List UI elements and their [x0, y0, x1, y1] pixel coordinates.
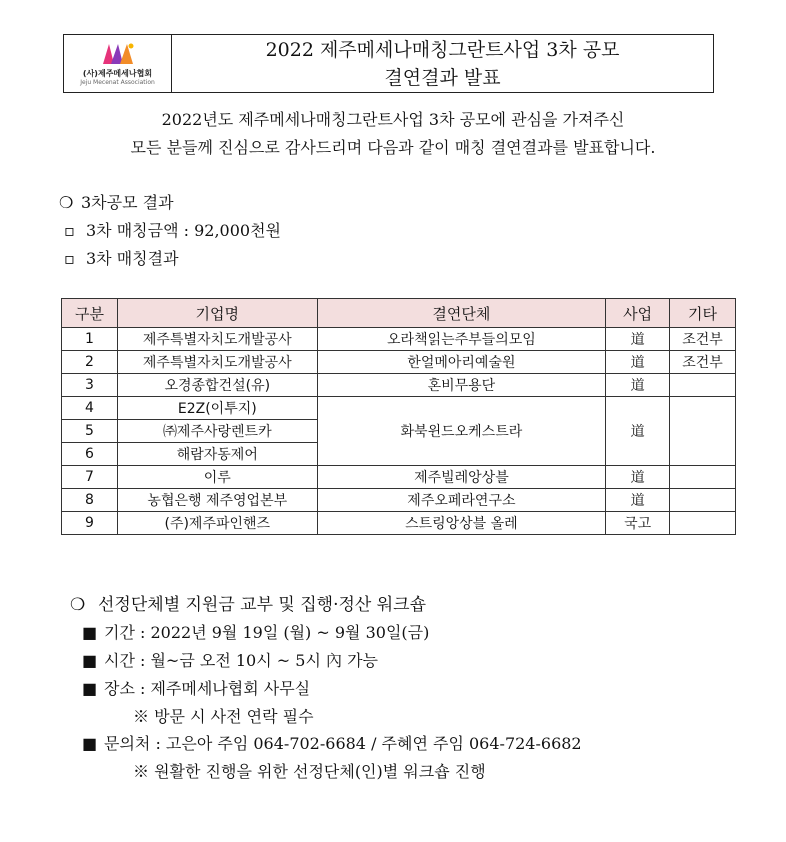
time-line: [82, 648, 378, 671]
table-header-row: [62, 299, 736, 328]
results-label-line: [64, 246, 179, 269]
cell-company: 해람자동제어: [117, 443, 317, 466]
table-row: [62, 512, 736, 535]
amount-line: [64, 218, 281, 241]
cell-no: 2: [62, 351, 118, 374]
contact-note: ※ 원활한 진행을 위한 선정단체(인)별 워크숍 진행: [133, 762, 486, 781]
cell-etc: [670, 512, 736, 535]
header-company: 기업명: [117, 299, 317, 328]
cell-business: 道: [606, 466, 670, 489]
black-square-bullet-icon: ■: [82, 679, 98, 698]
intro-line-1: 2022년도 제주메세나매칭그란트사업 3차 공모에 관심을 가져주신: [161, 110, 625, 129]
header-organization: 결연단체: [317, 299, 606, 328]
logo: [64, 35, 172, 92]
cell-etc: [670, 466, 736, 489]
cell-company: E2Z(이투지): [117, 397, 317, 420]
logo-name: (사)제주메세나협회: [82, 68, 153, 78]
page-title: 2022 제주메세나매칭그란트사업 3차 공모: [265, 38, 620, 61]
cell-no: 3: [62, 374, 118, 397]
logo-subtitle: Jeju Mecenat Association: [80, 78, 155, 86]
title-block: [172, 35, 713, 92]
cell-etc: [670, 489, 736, 512]
square-bullet-icon: ▫: [64, 221, 75, 240]
header-etc: 기타: [670, 299, 736, 328]
cell-company: 제주특별자치도개발공사: [117, 328, 317, 351]
cell-business: 국고: [606, 512, 670, 535]
circle-bullet-icon: ❍: [59, 193, 74, 212]
header-box: [63, 34, 714, 93]
cell-organization: 제주오페라연구소: [317, 489, 606, 512]
matching-amount: 3차 매칭금액 : 92,000천원: [86, 221, 282, 240]
section2-title: 선정단체별 지원금 교부 및 집행·정산 워크숍: [98, 595, 427, 615]
section1-title: 3차공모 결과: [81, 193, 174, 212]
cell-etc: 조건부: [670, 328, 736, 351]
cell-no: 4: [62, 397, 118, 420]
period-line: [82, 620, 429, 643]
header-no: 구분: [62, 299, 118, 328]
cell-no: 7: [62, 466, 118, 489]
cell-company: ㈜제주사랑렌트카: [117, 420, 317, 443]
contact-text: 문의처 : 고은아 주임 064-702-6684 / 주혜연 주임 064-724-6682: [104, 734, 582, 753]
cell-no: 1: [62, 328, 118, 351]
page-subtitle: 결연결과 발표: [384, 66, 501, 89]
cell-company: 제주특별자치도개발공사: [117, 351, 317, 374]
time-text: 시간 : 월~금 오전 10시 ~ 5시 內 가능: [104, 651, 378, 670]
section2-heading: [70, 590, 426, 615]
period-text: 기간 : 2022년 9월 19일 (월) ~ 9월 30일(금): [104, 623, 430, 642]
circle-bullet-icon: ❍: [70, 595, 86, 615]
cell-etc: [670, 374, 736, 397]
black-square-bullet-icon: ■: [82, 623, 98, 642]
cell-company: 농협은행 제주영업본부: [117, 489, 317, 512]
cell-business: 道: [606, 374, 670, 397]
cell-company: 오경종합건설(유): [117, 374, 317, 397]
cell-no: 6: [62, 443, 118, 466]
cell-business: 道: [606, 489, 670, 512]
mecenat-logo-icon: [101, 42, 135, 66]
cell-organization: 제주빌레앙상블: [317, 466, 606, 489]
cell-business: 道: [606, 351, 670, 374]
cell-business: 道: [606, 328, 670, 351]
results-label: 3차 매칭결과: [86, 249, 179, 268]
cell-no: 5: [62, 420, 118, 443]
cell-etc: [670, 397, 736, 466]
cell-organization: 화북윈드오케스트라: [317, 397, 606, 466]
intro-line-2: 모든 분들께 진심으로 감사드리며 다음과 같이 매칭 결연결과를 발표합니다.: [130, 138, 656, 157]
place-note: ※ 방문 시 사전 연락 필수: [133, 707, 314, 726]
black-square-bullet-icon: ■: [82, 651, 98, 670]
cell-no: 9: [62, 512, 118, 535]
header-business: 사업: [606, 299, 670, 328]
cell-organization: 혼비무용단: [317, 374, 606, 397]
place-text: 장소 : 제주메세나협회 사무실: [104, 679, 311, 698]
cell-organization: 스트링앙상블 올레: [317, 512, 606, 535]
section1-heading: [59, 190, 174, 213]
cell-company: 이루: [117, 466, 317, 489]
table-row: [62, 374, 736, 397]
table-row: [62, 397, 736, 420]
cell-company: (주)제주파인핸즈: [117, 512, 317, 535]
black-square-bullet-icon: ■: [82, 734, 98, 753]
cell-no: 8: [62, 489, 118, 512]
table-row: [62, 351, 736, 374]
contact-line: [82, 731, 582, 754]
table-row: [62, 328, 736, 351]
cell-organization: 한얼메아리예술원: [317, 351, 606, 374]
table-row: [62, 489, 736, 512]
cell-business: 道: [606, 397, 670, 466]
cell-etc: 조건부: [670, 351, 736, 374]
square-bullet-icon: ▫: [64, 249, 75, 268]
table-row: [62, 466, 736, 489]
results-table: [61, 298, 736, 535]
place-line: [82, 676, 310, 699]
cell-organization: 오라책읽는주부들의모임: [317, 328, 606, 351]
